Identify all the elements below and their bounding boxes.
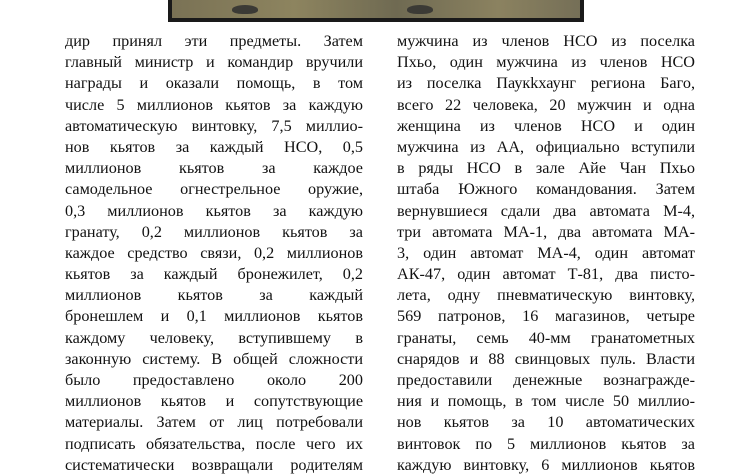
photo-figure-shoe bbox=[407, 5, 433, 14]
text-line: предоставили денежные вознагражде- bbox=[397, 371, 695, 389]
text-line: законную систему. В общей сложности bbox=[65, 349, 363, 368]
text-line: мужчина из АА, официально вступили bbox=[397, 137, 695, 156]
text-line: Пхьо, один мужчина из членов НСО bbox=[397, 53, 695, 72]
text-line: награды и оказали помощь, в том bbox=[65, 74, 363, 93]
text-line: миллионов кьятов и сопутствующие bbox=[65, 392, 363, 411]
text-line: автоматическую винтовку, 7,5 миллио- bbox=[65, 116, 363, 135]
text-line: 0,3 миллионов кьятов за каждую bbox=[65, 201, 363, 220]
text-line: каждое средство связи, 0,2 миллионов bbox=[65, 243, 363, 262]
text-line: в ряды НСО в зале Айе Чан Пхьо bbox=[397, 159, 695, 178]
text-line: бронешлем и 0,1 миллионов кьятов bbox=[65, 307, 363, 326]
text-line: систематически возвращали родителям bbox=[65, 455, 363, 474]
article-column-right bbox=[397, 31, 695, 476]
text-line: нов кьятов за 10 автоматических bbox=[397, 413, 695, 432]
text-line: подписать обязательства, после чего их bbox=[65, 434, 363, 453]
text-line: гранату, 0,2 миллионов кьятов за bbox=[65, 222, 363, 241]
text-line: лета, одну пневматическую винтовку, bbox=[397, 286, 695, 305]
text-line: из поселка Паукkхаунг региона Баго, bbox=[397, 74, 695, 93]
text-line: каждому человеку, вступившему в bbox=[65, 328, 363, 347]
text-line: самодельное огнестрельное оружие, bbox=[65, 180, 363, 199]
text-line: миллионов кьятов за каждый bbox=[65, 286, 363, 305]
text-line: всего 22 человека, 20 мужчин и одна bbox=[397, 95, 695, 114]
text-line: 569 патронов, 16 магазинов, четыре bbox=[397, 307, 695, 326]
text-line: три автомата МА-1, два автомата МА- bbox=[397, 222, 695, 241]
text-line: винтовок по 5 миллионов кьятов за bbox=[397, 434, 695, 453]
text-line: главный министр и командир вручили bbox=[65, 53, 363, 72]
text-line: снарядов и 88 свинцовых пуль. Власти bbox=[397, 349, 695, 368]
text-line: числе 5 миллионов кьятов за каждую bbox=[65, 95, 363, 114]
text-line: штаба Южного командования. Затем bbox=[397, 180, 695, 199]
photo-image bbox=[172, 0, 580, 18]
text-line: вернувшиеся сдали два автомата М-4, bbox=[397, 201, 695, 220]
text-line: женщина из членов НСО и один bbox=[397, 116, 695, 135]
text-line: кьятов за каждый бронежилет, 0,2 bbox=[65, 265, 363, 284]
article-column-left bbox=[65, 31, 363, 476]
text-line: миллионов кьятов за каждое bbox=[65, 159, 363, 178]
text-line: материалы. Затем от лиц потребовали bbox=[65, 413, 363, 432]
text-line: гранаты, семь 40-мм гранатометных bbox=[397, 328, 695, 347]
text-line: нов кьятов за каждый НСО, 0,5 bbox=[65, 137, 363, 156]
text-line: 3, один автомат МА-4, один автомат bbox=[397, 243, 695, 262]
text-line: АК-47, один автомат Т-81, два писто- bbox=[397, 265, 695, 284]
photo-figure-shoe bbox=[232, 5, 258, 14]
text-line: ния и помощь, в том числе 50 миллио- bbox=[397, 392, 695, 411]
photo-bottom-edge bbox=[168, 0, 584, 22]
text-line: дир принял эти предметы. Затем bbox=[65, 32, 363, 50]
text-line: каждую винтовку, 6 миллионов кьятов bbox=[397, 455, 695, 474]
text-line: было предоставлено около 200 bbox=[65, 371, 363, 389]
text-line: мужчина из членов НСО из поселка bbox=[397, 32, 695, 50]
